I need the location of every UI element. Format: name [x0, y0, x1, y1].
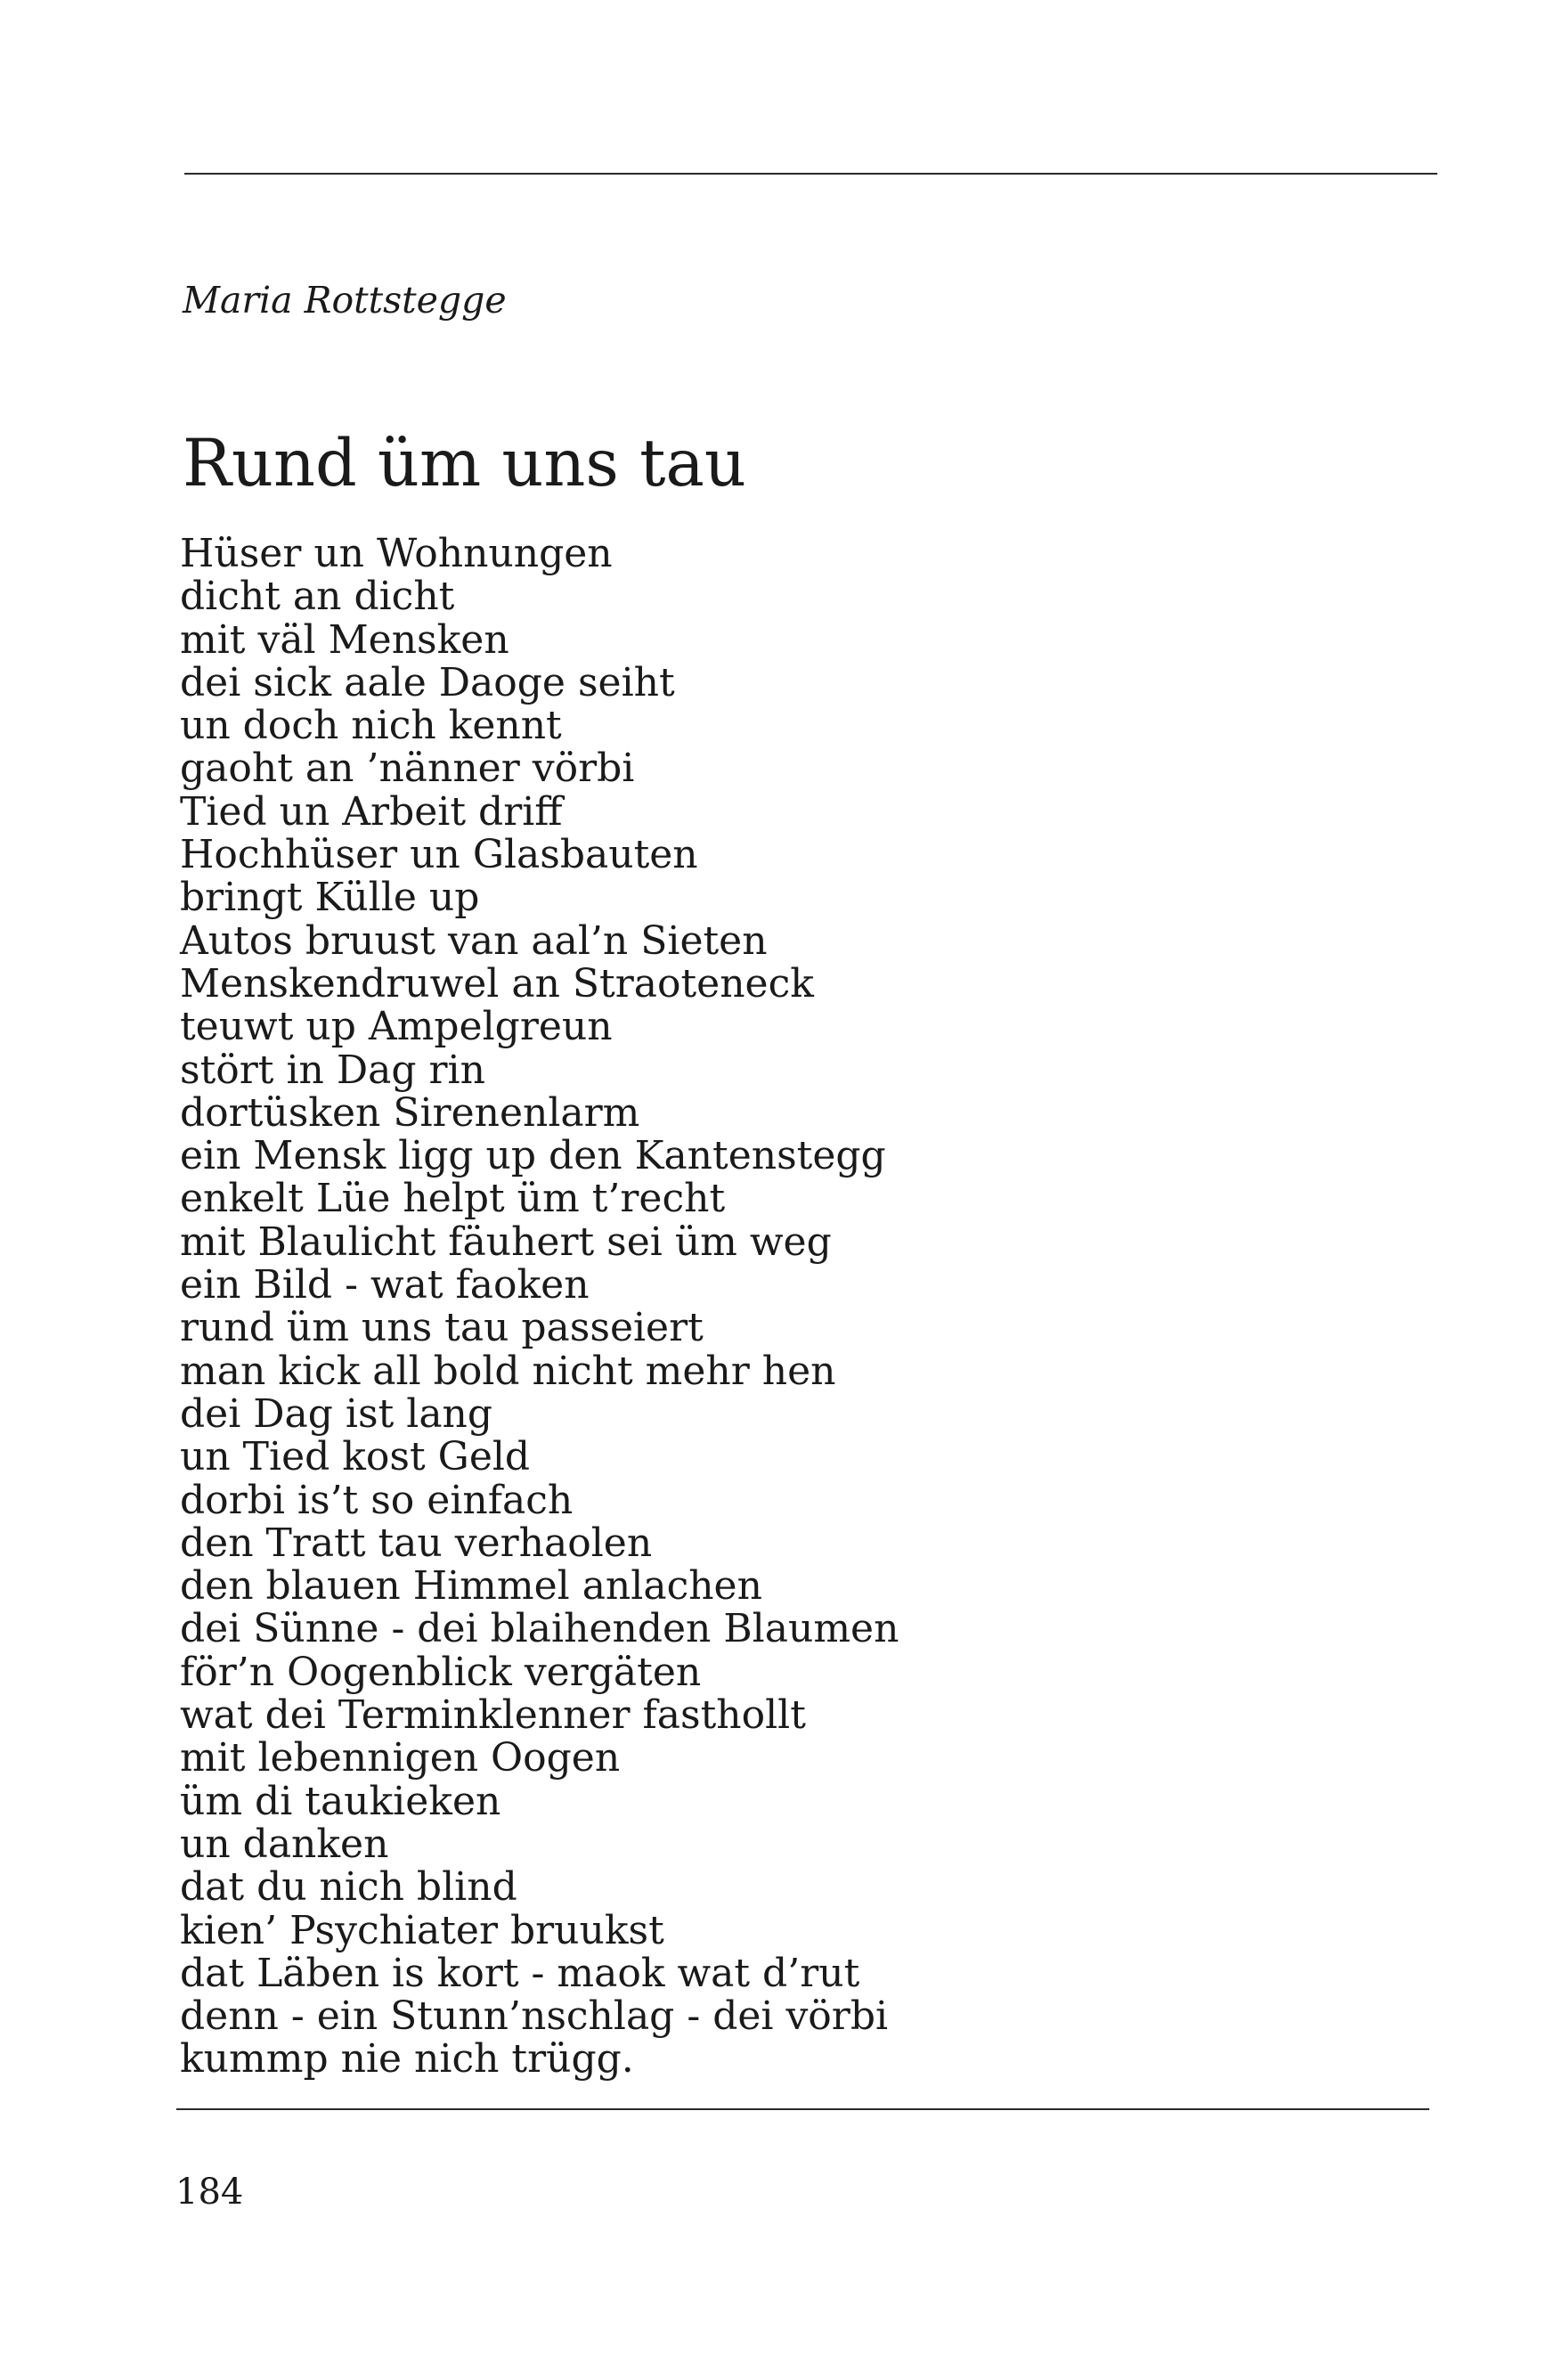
poem-line: mit lebennigen Oogen [180, 1735, 621, 1781]
poem-line: stört in Dag rin [180, 1047, 485, 1093]
poem-line: teuwt up Ampelgreun [180, 1004, 613, 1050]
poem-line: ein Bild - wat faoken [180, 1262, 590, 1308]
poem-line: dortüsken Sirenenlarm [180, 1089, 640, 1136]
poem-line: rund üm uns tau passeiert [180, 1305, 704, 1351]
poem-line: dei Dag ist lang [180, 1390, 493, 1437]
poem-line: gaoht an ’nänner vörbi [180, 746, 635, 792]
poem-line: un danken [180, 1821, 389, 1867]
poem-line: kien’ Psychiater bruukst [180, 1907, 664, 1953]
poem-line: Menskendruwel an Straoteneck [180, 960, 814, 1007]
poem-line: Hüser un Wohnungen [180, 531, 613, 576]
poem-line: un Tied kost Geld [180, 1434, 531, 1480]
poem-line: ein Mensk ligg up den Kantenstegg [180, 1133, 886, 1179]
top-rule [184, 173, 1437, 175]
poem-line: dei sick aale Daoge seiht [180, 659, 675, 705]
poem-line: denn - ein Stunn’nschlag - dei vörbi [180, 1993, 889, 2040]
poem-line: dorbi is’t so einfach [180, 1477, 574, 1523]
poem-body [180, 533, 899, 2082]
poem-line: un doch nich kennt [180, 703, 562, 749]
poem-line: enkelt Lüe helpt üm t’recht [180, 1176, 726, 1222]
poem-line: Hochhüser un Glasbauten [180, 832, 698, 878]
poem-line: mit väl Mensken [180, 616, 509, 663]
author-name: Maria Rottstegge [183, 279, 507, 322]
poem-line: dicht an dicht [180, 574, 455, 620]
poem-title: Rund üm uns tau [183, 426, 746, 501]
poem-line: dei Sünne - dei blaihenden Blaumen [180, 1606, 899, 1652]
poem-line: bringt Külle up [180, 875, 480, 921]
bottom-rule [176, 2108, 1429, 2110]
poem-line: för’n Oogenblick vergäten [180, 1649, 702, 1695]
poem-line: Autos bruust van aal’n Sieten [180, 917, 768, 964]
poem-line: dat du nich blind [180, 1864, 517, 1911]
poem-line: mit Blaulicht fäuhert sei üm weg [180, 1219, 832, 1265]
poem-line: wat dei Terminklenner fasthollt [180, 1692, 806, 1739]
poem-line: üm di taukieken [180, 1778, 501, 1824]
poem-line: man kick all bold nicht mehr hen [180, 1348, 836, 1394]
poem-line: dat Läben is kort - maok wat d’rut [180, 1950, 860, 1996]
poem-line: den Tratt tau verhaolen [180, 1520, 653, 1566]
poem-line: den blauen Himmel anlachen [180, 1563, 762, 1610]
poem-line: kummp nie nich trügg. [180, 2036, 634, 2082]
poem-line: Tied un Arbeit driff [180, 788, 563, 835]
page-number: 184 [175, 2172, 244, 2213]
